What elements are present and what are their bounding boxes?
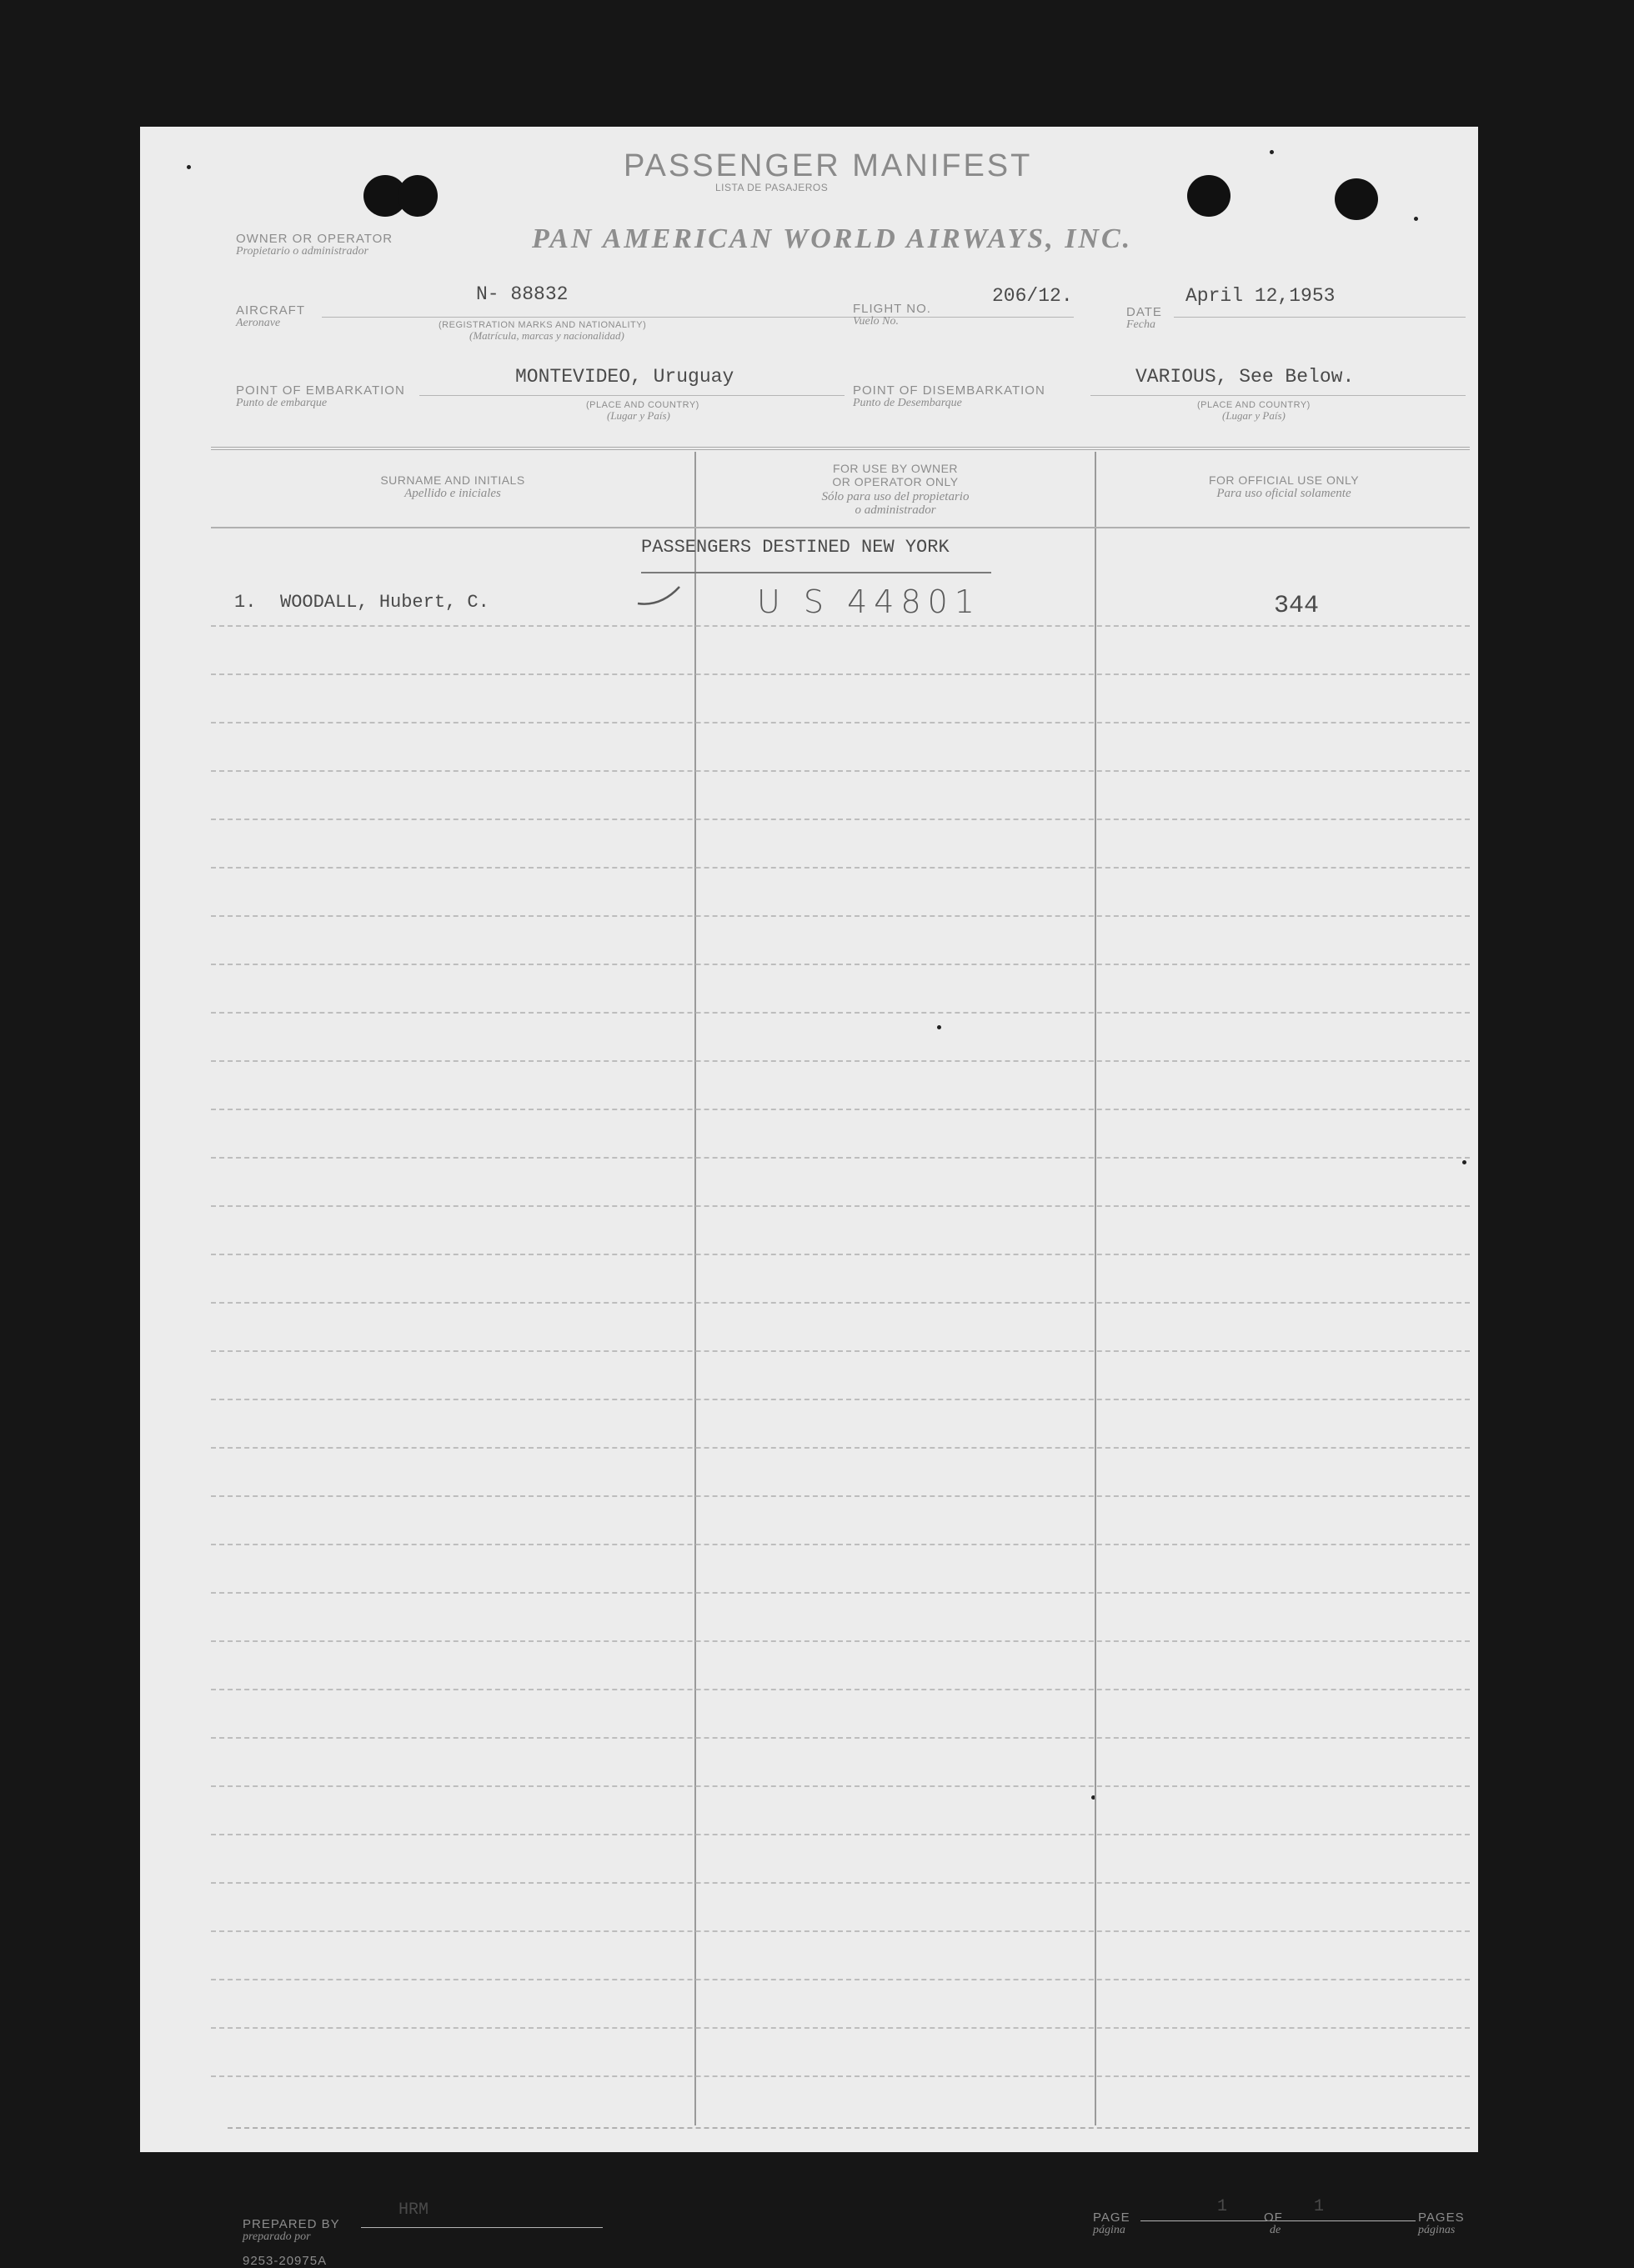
passenger-number: 1. <box>234 592 257 613</box>
ruled-line <box>211 1689 1470 1690</box>
ruled-line <box>211 1350 1470 1352</box>
col-owner-header: FOR USE BY OWNER OR OPERATOR ONLY <box>832 462 959 488</box>
column-divider-1 <box>694 452 696 2125</box>
section-heading: PASSENGERS DESTINED NEW YORK <box>641 537 950 558</box>
flight-underline <box>957 317 1074 318</box>
ruled-line <box>211 1785 1470 1787</box>
ink-speck <box>1270 150 1274 154</box>
date-value: April 12,1953 <box>1185 285 1336 307</box>
footer-top-rule <box>228 2127 1470 2129</box>
prepared-by-underline <box>361 2227 603 2228</box>
ruled-line <box>211 1060 1470 1062</box>
col-official-header-es: Para uso oficial solamente <box>1216 487 1351 500</box>
of-label: OF <box>1264 2210 1283 2225</box>
ruled-line <box>211 1592 1470 1594</box>
table-top-rule <box>211 447 1470 450</box>
ruled-line <box>211 722 1470 723</box>
ruled-line <box>211 867 1470 869</box>
date-label: DATE <box>1126 305 1162 319</box>
ink-speck <box>937 1025 941 1029</box>
ruled-line <box>211 2027 1470 2029</box>
aircraft-label-es: Aeronave <box>236 317 281 329</box>
ruled-line <box>211 1495 1470 1497</box>
aircraft-caption: (REGISTRATION MARKS AND NATIONALITY) <box>439 320 647 330</box>
ruled-line <box>211 964 1470 965</box>
embarkation-caption-es: (Lugar y País) <box>607 409 670 422</box>
ruled-line <box>211 1157 1470 1159</box>
ruled-line <box>211 1737 1470 1739</box>
form-title-es: LISTA DE PASAJEROS <box>715 182 829 193</box>
owner-note-handwritten: U S 44801 <box>757 583 981 620</box>
owner-value: PAN AMERICAN WORLD AIRWAYS, INC. <box>532 223 1133 254</box>
ruled-line <box>211 915 1470 917</box>
ruled-line <box>211 770 1470 772</box>
ruled-line <box>211 1930 1470 1932</box>
of-label-es: de <box>1270 2224 1281 2236</box>
punch-hole <box>398 175 438 217</box>
ruled-line <box>211 1882 1470 1884</box>
col-surname-header: SURNAME AND INITIALS <box>380 473 525 487</box>
date-underline <box>1174 317 1466 318</box>
ruled-line <box>211 1302 1470 1304</box>
ruled-line <box>211 1544 1470 1545</box>
pages-label: PAGES <box>1418 2210 1465 2225</box>
date-label-es: Fecha <box>1126 318 1155 331</box>
ruled-line <box>211 673 1470 675</box>
pages-label-es: páginas <box>1418 2224 1456 2236</box>
embarkation-value: MONTEVIDEO, Uruguay <box>515 366 734 388</box>
col-owner-header-es: Sólo para uso del propietario o administrador <box>821 490 970 517</box>
ruled-line <box>211 2075 1470 2077</box>
ruled-line <box>211 1447 1470 1449</box>
punch-hole <box>1335 178 1378 220</box>
manifest-sheet <box>140 127 1478 2268</box>
ruled-line <box>211 1205 1470 1207</box>
page-value: 1 <box>1217 2197 1228 2216</box>
embarkation-label: POINT OF EMBARKATION <box>236 383 405 398</box>
punch-hole <box>1187 175 1231 217</box>
official-value: 344 <box>1274 592 1320 620</box>
form-number: 9253-20975A <box>243 2254 328 2268</box>
embarkation-caption: (PLACE AND COUNTRY) <box>586 400 699 410</box>
passenger-name: WOODALL, Hubert, C. <box>280 592 489 613</box>
aircraft-label: AIRCRAFT <box>236 303 305 318</box>
disembarkation-caption: (PLACE AND COUNTRY) <box>1197 400 1311 410</box>
form-title: PASSENGER MANIFEST <box>624 148 1033 183</box>
owner-label: OWNER OR OPERATOR <box>236 232 393 246</box>
col-official-header: FOR OFFICIAL USE ONLY <box>1208 473 1360 487</box>
ruled-line <box>211 819 1470 820</box>
ruled-line <box>211 1640 1470 1642</box>
embarkation-underline <box>419 395 845 396</box>
disembarkation-label-es: Punto de Desembarque <box>853 397 962 409</box>
disembarkation-underline <box>1090 395 1466 396</box>
section-heading-underline <box>641 572 991 573</box>
flight-label-es: Vuelo No. <box>853 315 899 328</box>
aircraft-value: N- 88832 <box>476 283 569 305</box>
disembarkation-value: VARIOUS, See Below. <box>1135 366 1355 388</box>
embarkation-label-es: Punto de embarque <box>236 397 328 409</box>
prepared-by-value: HRM <box>398 2200 429 2220</box>
prepared-by-label-es: preparado por <box>243 2230 311 2243</box>
page-label-es: página <box>1093 2224 1125 2236</box>
aircraft-caption-es: (Matrícula, marcas y nacionalidad) <box>469 329 624 342</box>
total-pages-value: 1 <box>1314 2197 1325 2216</box>
header-bottom-rule <box>211 527 1470 528</box>
ink-speck <box>1414 217 1418 221</box>
flight-value: 206/12. <box>992 285 1073 307</box>
check-mark <box>636 583 686 608</box>
ruled-line <box>211 1109 1470 1110</box>
ruled-line <box>211 1834 1470 1835</box>
disembarkation-label: POINT OF DISEMBARKATION <box>853 383 1045 398</box>
owner-label-es: Propietario o administrador <box>236 245 368 258</box>
flight-label: FLIGHT NO. <box>853 302 931 316</box>
ruled-line <box>211 1012 1470 1014</box>
disembarkation-caption-es: (Lugar y País) <box>1222 409 1286 422</box>
ink-speck <box>1462 1160 1466 1164</box>
page-label: PAGE <box>1093 2210 1130 2225</box>
column-divider-2 <box>1095 452 1096 2125</box>
ruled-line <box>211 1399 1470 1400</box>
col-surname-header-es: Apellido e iniciales <box>404 487 501 500</box>
ruled-line <box>211 625 1470 627</box>
ruled-line <box>211 1979 1470 1980</box>
prepared-by-label: PREPARED BY <box>243 2217 340 2231</box>
ruled-line <box>211 1254 1470 1255</box>
ink-speck <box>187 165 191 169</box>
